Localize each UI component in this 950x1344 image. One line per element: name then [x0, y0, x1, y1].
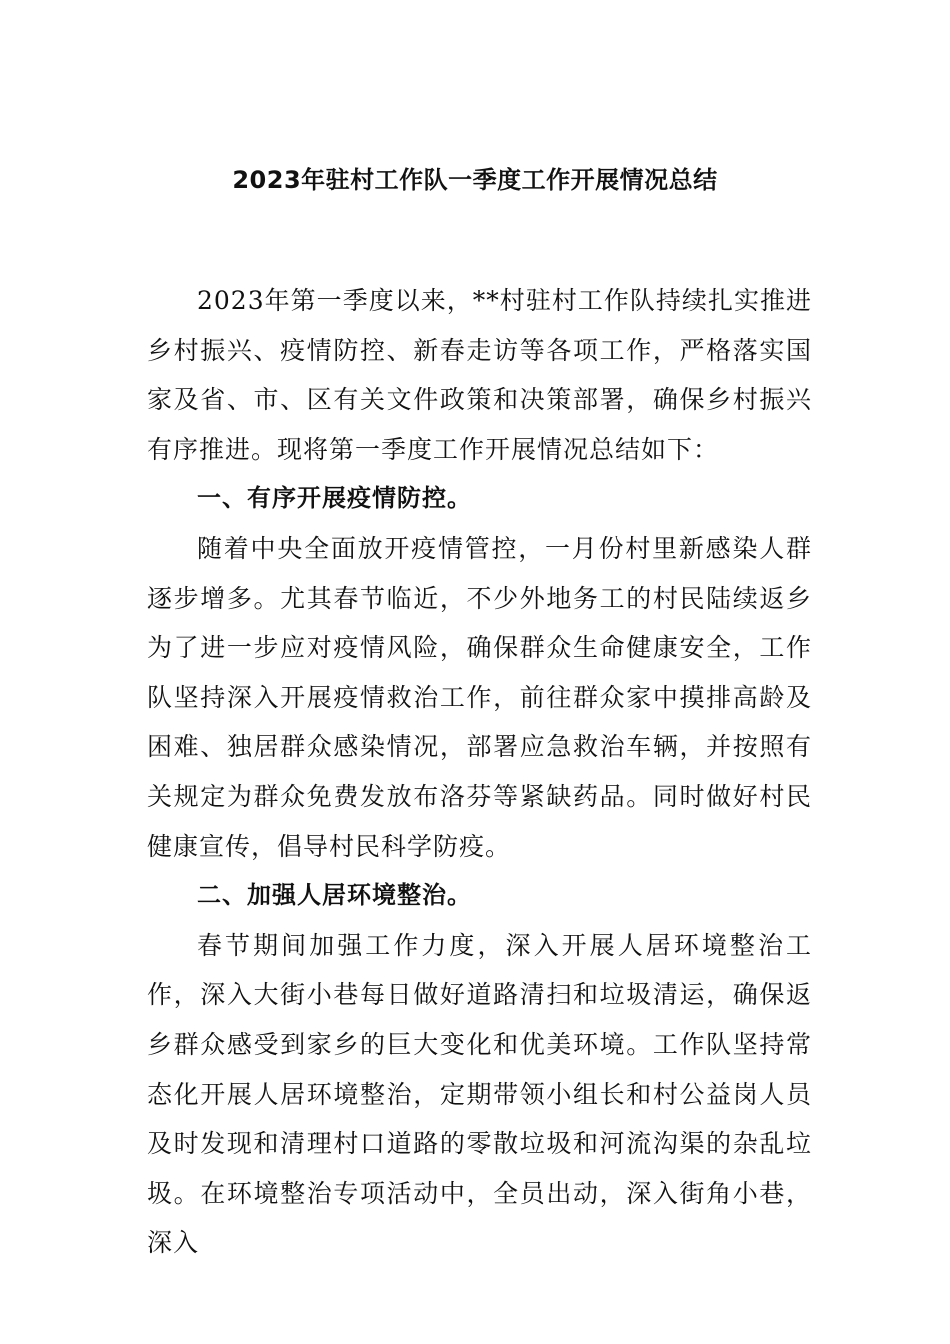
section-heading-environment: 二、加强人居环境整治。 — [197, 881, 472, 910]
section-heading-epidemic-control: 一、有序开展疫情防控。 — [197, 484, 472, 513]
intro-paragraph: 2023年第一季度以来，**村驻村工作队持续扎实推进乡村振兴、疫情防控、新春走访等各项工作，严格落实国家及省、市、区有关文件政策和决策部署，确保乡村振兴有序推进。现将第一季度工作开展情况总结如下： — [147, 286, 812, 464]
document-body — [147, 276, 812, 1268]
document-title: 2023年驻村工作队一季度工作开展情况总结 — [232, 166, 718, 194]
section-paragraph-environment: 春节期间加强工作力度，深入开展人居环境整治工作，深入大街小巷每日做好道路清扫和垃圾清运，确保返乡群众感受到家乡的巨大变化和优美环境。工作队坚持常态化开展人居环境整治，定期带领小组长和村公益岗人员及时发现和清理村口道路的零散垃圾和河流沟渠的杂乱垃圾。在环境整治专项活动中，全员出动，深入街角小巷，深入 — [147, 930, 812, 1258]
section-paragraph-epidemic-control: 随着中央全面放开疫情管控，一月份村里新感染人群逐步增多。尤其春节临近，不少外地务工的村民陆续返乡为了进一步应对疫情风险，确保群众生命健康安全，工作队坚持深入开展疫情救治工作，前往群众家中摸排高龄及困难、独居群众感染情况，部署应急救治车辆，并按照有关规定为群众免费发放布洛芬等紧缺药品。同时做好村民健康宣传，倡导村民科学防疫。 — [147, 533, 812, 861]
